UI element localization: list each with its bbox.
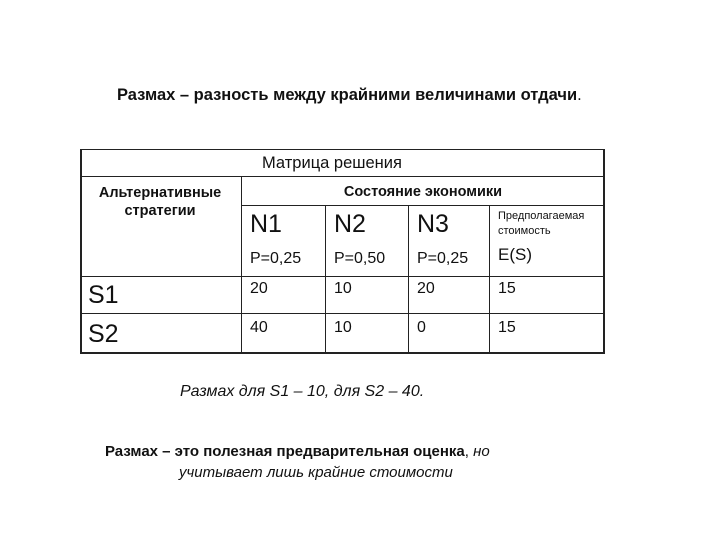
row-s1-label: S1 [88, 281, 119, 309]
matrix-top-border [80, 149, 605, 150]
page-heading [117, 86, 582, 105]
title-separator [80, 176, 605, 177]
summary-tail: но [473, 443, 490, 460]
s2-n2-value: 10 [334, 319, 352, 336]
matrix-left-border [80, 149, 82, 354]
summary-text [105, 441, 605, 483]
expected-value-header: Предполагаемая стоимость [498, 210, 585, 237]
state-header: Состояние экономики [343, 184, 503, 200]
summary-bold: Размах – это полезная предварительная оценка [105, 443, 465, 460]
range-note: Размах для S1 – 10, для S2 – 40. [180, 383, 425, 400]
s1-n3-value: 20 [417, 280, 435, 297]
column-n2: N2 [334, 210, 366, 238]
prob-n1: P=0,25 [250, 250, 302, 267]
s1-n2-value: 10 [334, 280, 352, 297]
s2-n1-value: 40 [250, 319, 268, 336]
s2-n3-value: 0 [417, 319, 426, 336]
s2-expected-value: 15 [498, 319, 516, 336]
header-separator [80, 276, 605, 277]
state-separator [241, 205, 605, 206]
s1-expected-value: 15 [498, 280, 516, 297]
row-separator [80, 313, 605, 314]
summary-second-line: учитывает лишь крайние стоимости [179, 464, 453, 481]
column-divider-1 [241, 176, 242, 354]
prob-n2: P=0,50 [334, 250, 386, 267]
column-n3: N3 [417, 210, 449, 238]
matrix-bottom-border [80, 352, 605, 354]
heading-tail: . [577, 86, 582, 104]
matrix-right-border [603, 149, 605, 354]
decision-matrix [80, 149, 605, 354]
row-s2-label: S2 [88, 320, 119, 348]
matrix-title: Матрица решения [262, 154, 402, 172]
column-divider-2 [325, 205, 326, 354]
alternatives-header: Альтернативные стратегии [98, 185, 222, 219]
expected-value-symbol: E(S) [498, 245, 532, 264]
summary-comma: , [464, 443, 474, 460]
s1-n1-value: 20 [250, 280, 268, 297]
heading-bold: Размах – разность между крайними величинами отдачи [117, 86, 578, 104]
column-divider-3 [408, 205, 409, 354]
prob-n3: P=0,25 [417, 250, 469, 267]
column-divider-4 [489, 205, 490, 354]
column-n1: N1 [250, 210, 282, 238]
